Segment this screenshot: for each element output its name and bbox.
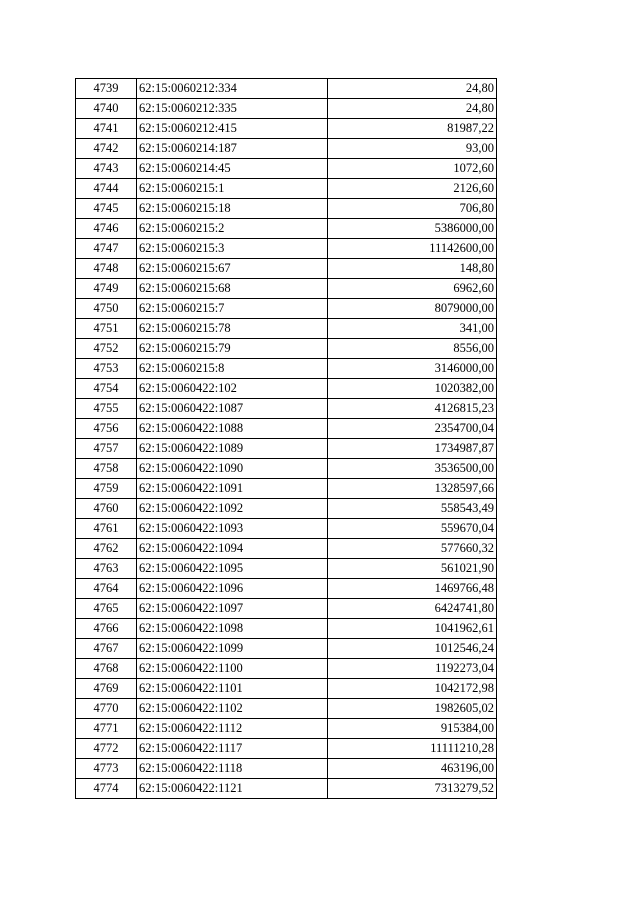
row-number-cell: 4751: [76, 319, 137, 339]
table-row: [76, 779, 497, 799]
table-row: [76, 739, 497, 759]
cadastral-number-cell: 62:15:0060422:1087: [137, 399, 328, 419]
row-number-cell: 4768: [76, 659, 137, 679]
table-row: [76, 199, 497, 219]
cadastral-number-cell: 62:15:0060215:1: [137, 179, 328, 199]
row-number-cell: 4771: [76, 719, 137, 739]
row-number-cell: 4762: [76, 539, 137, 559]
row-number-cell: 4763: [76, 559, 137, 579]
cadastral-number-cell: 62:15:0060422:102: [137, 379, 328, 399]
table-row: [76, 579, 497, 599]
row-number-cell: 4744: [76, 179, 137, 199]
cadastral-number-cell: 62:15:0060215:78: [137, 319, 328, 339]
cadastral-number-cell: 62:15:0060215:2: [137, 219, 328, 239]
row-number-cell: 4758: [76, 459, 137, 479]
row-number-cell: 4760: [76, 499, 137, 519]
cadastral-number-cell: 62:15:0060422:1098: [137, 619, 328, 639]
table-row: [76, 79, 497, 99]
cadastral-number-cell: 62:15:0060215:68: [137, 279, 328, 299]
cadastral-number-cell: 62:15:0060422:1093: [137, 519, 328, 539]
value-cell: 11111210,28: [328, 739, 497, 759]
value-cell: 1041962,61: [328, 619, 497, 639]
row-number-cell: 4742: [76, 139, 137, 159]
row-number-cell: 4750: [76, 299, 137, 319]
row-number-cell: 4747: [76, 239, 137, 259]
row-number-cell: 4774: [76, 779, 137, 799]
cadastral-number-cell: 62:15:0060215:3: [137, 239, 328, 259]
cadastral-number-cell: 62:15:0060422:1096: [137, 579, 328, 599]
table-row: [76, 479, 497, 499]
value-cell: 24,80: [328, 99, 497, 119]
value-cell: 915384,00: [328, 719, 497, 739]
cadastral-number-cell: 62:15:0060212:334: [137, 79, 328, 99]
cadastral-number-cell: 62:15:0060422:1095: [137, 559, 328, 579]
value-cell: 6424741,80: [328, 599, 497, 619]
table-row: [76, 599, 497, 619]
cadastral-number-cell: 62:15:0060212:335: [137, 99, 328, 119]
row-number-cell: 4739: [76, 79, 137, 99]
value-cell: 6962,60: [328, 279, 497, 299]
value-cell: 1469766,48: [328, 579, 497, 599]
table-row: [76, 179, 497, 199]
value-cell: 706,80: [328, 199, 497, 219]
value-cell: 559670,04: [328, 519, 497, 539]
table-row: [76, 399, 497, 419]
cadastral-number-cell: 62:15:0060422:1102: [137, 699, 328, 719]
cadastral-number-cell: 62:15:0060422:1097: [137, 599, 328, 619]
row-number-cell: 4749: [76, 279, 137, 299]
value-cell: 24,80: [328, 79, 497, 99]
value-cell: 1734987,87: [328, 439, 497, 459]
cadastral-number-cell: 62:15:0060422:1099: [137, 639, 328, 659]
row-number-cell: 4759: [76, 479, 137, 499]
value-cell: 81987,22: [328, 119, 497, 139]
value-cell: 1982605,02: [328, 699, 497, 719]
row-number-cell: 4756: [76, 419, 137, 439]
cadastral-number-cell: 62:15:0060215:18: [137, 199, 328, 219]
cadastral-number-cell: 62:15:0060422:1112: [137, 719, 328, 739]
value-cell: 3536500,00: [328, 459, 497, 479]
table-row: [76, 339, 497, 359]
cadastral-number-cell: 62:15:0060422:1117: [137, 739, 328, 759]
row-number-cell: 4755: [76, 399, 137, 419]
table-row: [76, 279, 497, 299]
row-number-cell: 4767: [76, 639, 137, 659]
table-row: [76, 419, 497, 439]
table-row: [76, 439, 497, 459]
row-number-cell: 4741: [76, 119, 137, 139]
table-row: [76, 459, 497, 479]
table-row: [76, 99, 497, 119]
row-number-cell: 4745: [76, 199, 137, 219]
row-number-cell: 4748: [76, 259, 137, 279]
row-number-cell: 4764: [76, 579, 137, 599]
table-row: [76, 239, 497, 259]
value-cell: 1020382,00: [328, 379, 497, 399]
cadastral-number-cell: 62:15:0060422:1101: [137, 679, 328, 699]
table-row: [76, 379, 497, 399]
cadastral-number-cell: 62:15:0060422:1092: [137, 499, 328, 519]
value-cell: 1192273,04: [328, 659, 497, 679]
value-cell: 561021,90: [328, 559, 497, 579]
cadastral-number-cell: 62:15:0060422:1089: [137, 439, 328, 459]
cadastral-number-cell: 62:15:0060215:79: [137, 339, 328, 359]
cadastral-number-cell: 62:15:0060215:8: [137, 359, 328, 379]
row-number-cell: 4770: [76, 699, 137, 719]
value-cell: 7313279,52: [328, 779, 497, 799]
value-cell: 2126,60: [328, 179, 497, 199]
cadastral-number-cell: 62:15:0060422:1121: [137, 779, 328, 799]
cadastral-number-cell: 62:15:0060214:187: [137, 139, 328, 159]
table-row: [76, 619, 497, 639]
row-number-cell: 4765: [76, 599, 137, 619]
value-cell: 1072,60: [328, 159, 497, 179]
row-number-cell: 4766: [76, 619, 137, 639]
value-cell: 1042172,98: [328, 679, 497, 699]
row-number-cell: 4769: [76, 679, 137, 699]
value-cell: 4126815,23: [328, 399, 497, 419]
cadastral-number-cell: 62:15:0060212:415: [137, 119, 328, 139]
row-number-cell: 4752: [76, 339, 137, 359]
table-row: [76, 299, 497, 319]
table-row: [76, 559, 497, 579]
cadastral-number-cell: 62:15:0060422:1090: [137, 459, 328, 479]
table-row: [76, 139, 497, 159]
value-cell: 1328597,66: [328, 479, 497, 499]
table-row: [76, 539, 497, 559]
value-cell: 341,00: [328, 319, 497, 339]
table-row: [76, 519, 497, 539]
row-number-cell: 4743: [76, 159, 137, 179]
cadastral-number-cell: 62:15:0060214:45: [137, 159, 328, 179]
value-cell: 5386000,00: [328, 219, 497, 239]
value-cell: 463196,00: [328, 759, 497, 779]
cadastral-number-cell: 62:15:0060422:1100: [137, 659, 328, 679]
cadastral-number-cell: 62:15:0060215:7: [137, 299, 328, 319]
table-row: [76, 659, 497, 679]
row-number-cell: 4754: [76, 379, 137, 399]
value-cell: 577660,32: [328, 539, 497, 559]
value-cell: 93,00: [328, 139, 497, 159]
cadastral-number-cell: 62:15:0060422:1094: [137, 539, 328, 559]
table-body: [76, 79, 497, 799]
cadastral-number-cell: 62:15:0060422:1091: [137, 479, 328, 499]
table-row: [76, 219, 497, 239]
row-number-cell: 4772: [76, 739, 137, 759]
value-cell: 2354700,04: [328, 419, 497, 439]
value-cell: 11142600,00: [328, 239, 497, 259]
table-row: [76, 719, 497, 739]
table-row: [76, 639, 497, 659]
value-cell: 8556,00: [328, 339, 497, 359]
value-cell: 558543,49: [328, 499, 497, 519]
value-cell: 148,80: [328, 259, 497, 279]
table-row: [76, 359, 497, 379]
cadastral-number-cell: 62:15:0060422:1118: [137, 759, 328, 779]
row-number-cell: 4753: [76, 359, 137, 379]
value-cell: 1012546,24: [328, 639, 497, 659]
table-row: [76, 679, 497, 699]
table-row: [76, 699, 497, 719]
table-row: [76, 259, 497, 279]
table-row: [76, 119, 497, 139]
row-number-cell: 4757: [76, 439, 137, 459]
row-number-cell: 4761: [76, 519, 137, 539]
row-number-cell: 4773: [76, 759, 137, 779]
table-row: [76, 159, 497, 179]
value-cell: 8079000,00: [328, 299, 497, 319]
table-row: [76, 319, 497, 339]
row-number-cell: 4746: [76, 219, 137, 239]
table-row: [76, 499, 497, 519]
cadastral-number-cell: 62:15:0060215:67: [137, 259, 328, 279]
row-number-cell: 4740: [76, 99, 137, 119]
cadastral-table: [75, 78, 497, 799]
cadastral-number-cell: 62:15:0060422:1088: [137, 419, 328, 439]
value-cell: 3146000,00: [328, 359, 497, 379]
table-row: [76, 759, 497, 779]
